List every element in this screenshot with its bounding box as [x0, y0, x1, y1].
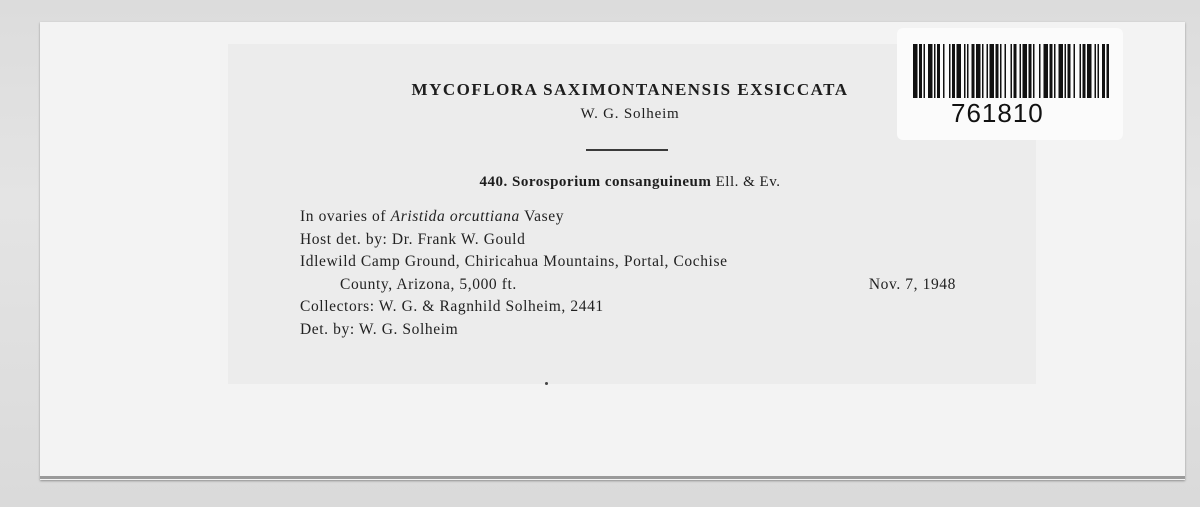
specimen-heading [300, 174, 960, 191]
barcode-bar [1050, 44, 1053, 98]
specimen-number: 440. [479, 174, 508, 190]
barcode-bar [1102, 44, 1105, 98]
barcode-bar [976, 44, 981, 98]
series-author: W. G. Solheim [580, 106, 680, 122]
sheet-edge [40, 476, 1185, 479]
barcode-bar [943, 44, 945, 98]
locality-line-2-text: County, Arizona, 5,000 ft. [340, 275, 517, 293]
barcode-bar [928, 44, 933, 98]
barcode-bar [1000, 44, 1002, 98]
barcode-bar [1080, 44, 1082, 98]
host-determiner: Host det. by: Dr. Frank W. Gould [300, 230, 526, 248]
host-prefix: In ovaries of [300, 208, 387, 225]
barcode-bar [1014, 44, 1017, 98]
locality-line-2 [300, 274, 980, 297]
barcode-bar [1020, 44, 1022, 98]
barcode-bar [913, 44, 918, 98]
barcode-bar [1068, 44, 1071, 98]
taxon-authority: Ell. & Ev. [715, 174, 781, 190]
barcode-bar [1054, 44, 1056, 98]
paper-speck [545, 382, 548, 385]
host-line [300, 206, 980, 229]
barcode-bar [1044, 44, 1049, 98]
barcode-bar [1083, 44, 1086, 98]
barcode-bar [957, 44, 962, 98]
barcode-bar [1065, 44, 1067, 98]
header-divider [586, 149, 668, 151]
barcode-bar [996, 44, 999, 98]
barcode-bar [1107, 44, 1110, 98]
barcode-bar [1029, 44, 1032, 98]
barcode-bar [924, 44, 926, 98]
barcode-bar [1023, 44, 1028, 98]
barcode-bar [982, 44, 984, 98]
barcode-bar [972, 44, 975, 98]
barcode-bar [949, 44, 951, 98]
host-authority: Vasey [524, 208, 565, 225]
barcode-number: 761810 [951, 98, 1044, 128]
barcode-bar [1059, 44, 1064, 98]
label-details [300, 206, 980, 341]
barcode-bar [990, 44, 995, 98]
barcode-bar [919, 44, 922, 98]
barcode-bar [1005, 44, 1007, 98]
barcode-bar [967, 44, 969, 98]
barcode-bar [934, 44, 936, 98]
barcode-bar [1074, 44, 1076, 98]
barcode-bar [1011, 44, 1013, 98]
barcode-bar [1033, 44, 1035, 98]
collection-date: Nov. 7, 1948 [868, 275, 956, 293]
barcode-bar [937, 44, 940, 98]
label-header [300, 80, 960, 123]
barcode-bar [1095, 44, 1097, 98]
determiner-line: Det. by: W. G. Solheim [300, 320, 459, 338]
barcode-bars [913, 44, 1109, 98]
locality-line-1: Idlewild Camp Ground, Chiricahua Mountains, Portal, Cochise [300, 253, 728, 270]
taxon-name: Sorosporium consanguineum [512, 174, 712, 190]
collectors-line: Collectors: W. G. & Ragnhild Solheim, 2441 [300, 298, 604, 315]
barcode-bar [952, 44, 955, 98]
series-title: MYCOFLORA SAXIMONTANENSIS EXSICCATA [411, 80, 849, 99]
barcode-bar [1098, 44, 1100, 98]
barcode-bar [987, 44, 989, 98]
host-name: Aristida orcuttiana [390, 208, 520, 225]
barcode-bar [1087, 44, 1092, 98]
barcode-bar [964, 44, 966, 98]
barcode-label [897, 28, 1123, 140]
barcode-bar [1039, 44, 1041, 98]
